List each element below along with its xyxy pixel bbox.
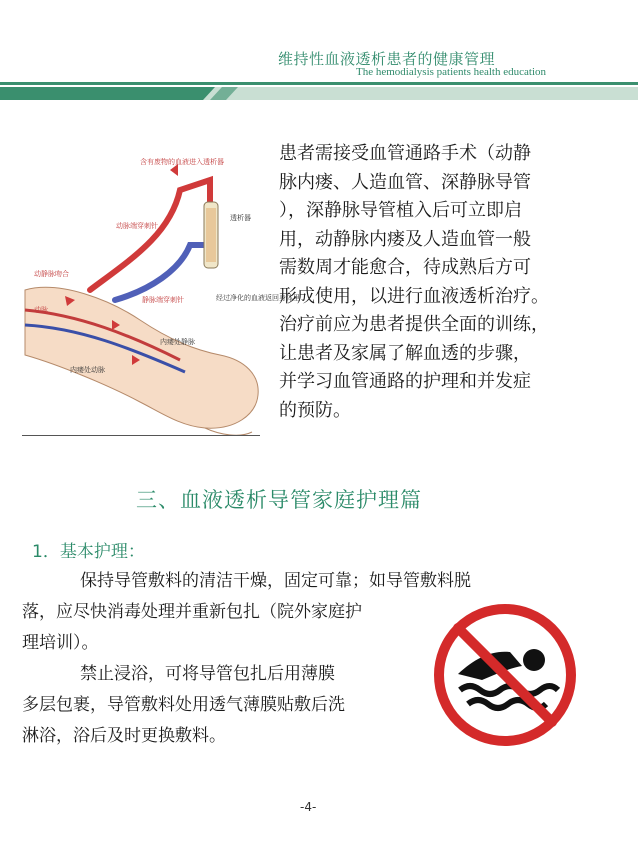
header-band: [0, 82, 638, 100]
figure-label-fistula-artery: 动静脉吻合: [34, 270, 69, 278]
figure-label-filtered: 经过净化的血液返回身体里: [216, 294, 300, 302]
body-line: 保持导管敷料的清洁干燥，固定可靠；如导管敷料脱: [80, 571, 471, 591]
figure-label-fistula-art: 内瘘处动脉: [70, 366, 105, 374]
no-swimming-sign-icon: [430, 600, 580, 750]
intro-line: 需数周才能愈合，待成熟后方可: [279, 257, 531, 278]
body-line: 多层包裹，导管敷料处用透气薄膜贴敷后洗: [22, 695, 345, 715]
intro-line: 的预防。: [279, 399, 351, 421]
body-line: 落，应尽快消毒处理并重新包扎（院外家庭护: [22, 602, 362, 622]
intro-line: 形成使用，以进行血液透析治疗。: [279, 285, 549, 307]
intro-line: 脉内瘘、人造血管、深静脉导管: [279, 171, 531, 193]
section-title: 三、血液透析导管家庭护理篇: [136, 488, 422, 512]
figure-label-artery-needle: 动脉端穿刺针: [116, 222, 158, 230]
body-line: 淋浴，浴后及时更换敷料。: [22, 726, 226, 746]
intro-line: 患者需接受血管通路手术（动静: [279, 143, 531, 164]
body-line: 理培训）。: [22, 633, 99, 653]
figure-label-dialyzer: 透析器: [230, 214, 251, 222]
figure-divider: [22, 435, 260, 436]
section-subhead: 1．基本护理：: [32, 542, 145, 562]
header-subtitle: The hemodialysis patients health education: [356, 66, 547, 78]
fistula-illustration: [20, 150, 300, 440]
figure-label-fistula-vein: 内瘘处静脉: [160, 338, 195, 346]
header-title: 维持性血液透析患者的健康管理: [278, 50, 496, 68]
figure-label-artery: 动脉: [34, 306, 48, 314]
intro-line: ），深静脉导管植入后可立即启: [279, 200, 522, 221]
intro-line: 并学习血管通路的护理和并发症: [279, 371, 531, 392]
figure-label-vein-needle: 静脉端穿刺针: [142, 296, 184, 304]
intro-line: 治疗前应为患者提供全面的训练，: [279, 314, 549, 335]
figure-label-top: 含有废物的血液进入透析器: [140, 158, 224, 166]
page-number: -4-: [300, 800, 317, 814]
intro-paragraph: [279, 140, 599, 425]
intro-line: 用，动静脉内瘘及人造血管一般: [279, 228, 531, 250]
body-line: 禁止浸浴，可将导管包扎后用薄膜: [80, 664, 335, 684]
intro-line: 让患者及家属了解血透的步骤，: [279, 342, 531, 364]
